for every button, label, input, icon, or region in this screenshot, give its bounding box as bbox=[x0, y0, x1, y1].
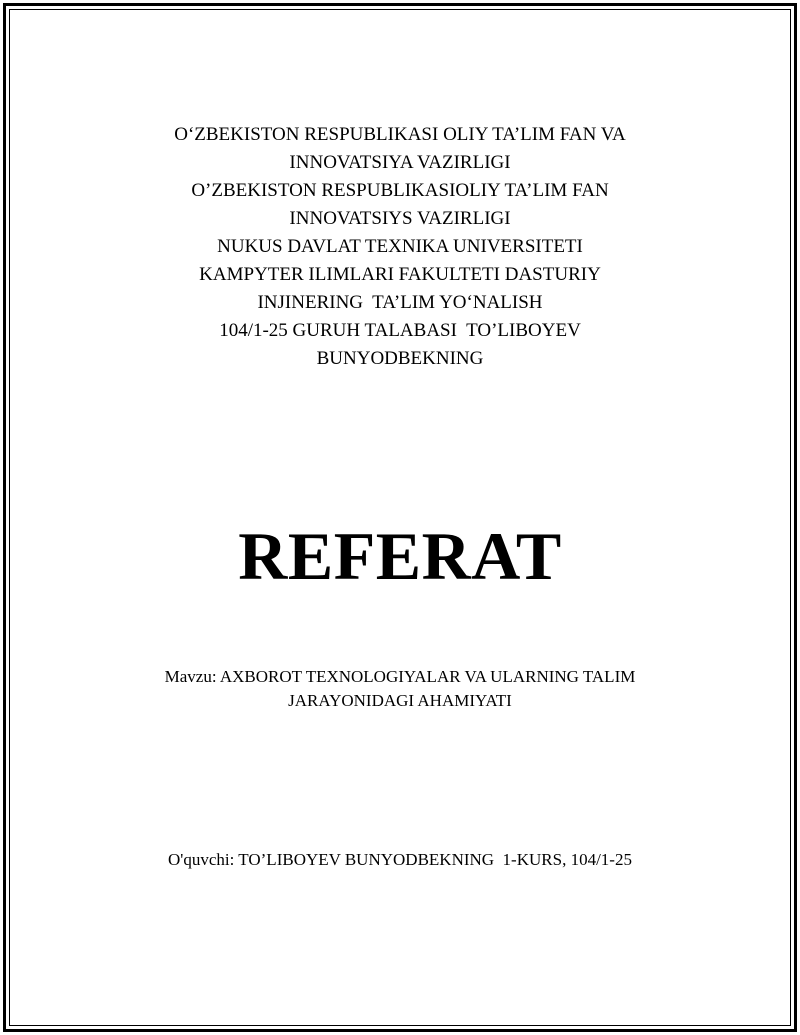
header-line: O’ZBEKISTON RESPUBLIKASIOLIY TA’LIM FAN bbox=[191, 180, 609, 201]
header-line: O‘ZBEKISTON RESPUBLIKASI OLIY TA’LIM FAN VA bbox=[174, 124, 626, 145]
header-line: INNOVATSIYA VAZIRLIGI bbox=[289, 152, 511, 173]
topic bbox=[0, 665, 800, 713]
header-line: BUNYODBEKNING bbox=[316, 348, 484, 369]
student-info: O'quvchi: TO’LIBOYEV BUNYODBEKNING 1-KURS, 104/1-25 bbox=[168, 850, 632, 869]
header-line: KAMPYTER ILIMLARI FAKULTETI DASTURIY bbox=[199, 264, 601, 285]
institution-header bbox=[0, 121, 800, 373]
header-line: NUKUS DAVLAT TEXNIKA UNIVERSITETI bbox=[217, 236, 583, 257]
topic-line: JARAYONIDAGI AHAMIYATI bbox=[288, 691, 512, 710]
header-line: INNOVATSIYS VAZIRLIGI bbox=[289, 208, 511, 229]
topic-line: Mavzu: AXBOROT TEXNOLOGIYALAR VA ULARNING TALIM bbox=[164, 667, 636, 686]
header-line: 104/1-25 GURUH TALABASI TO’LIBOYEV bbox=[219, 320, 581, 341]
header-line: INJINERING TA’LIM YO‘NALISH bbox=[257, 292, 543, 313]
document-title: REFERAT bbox=[238, 518, 562, 594]
